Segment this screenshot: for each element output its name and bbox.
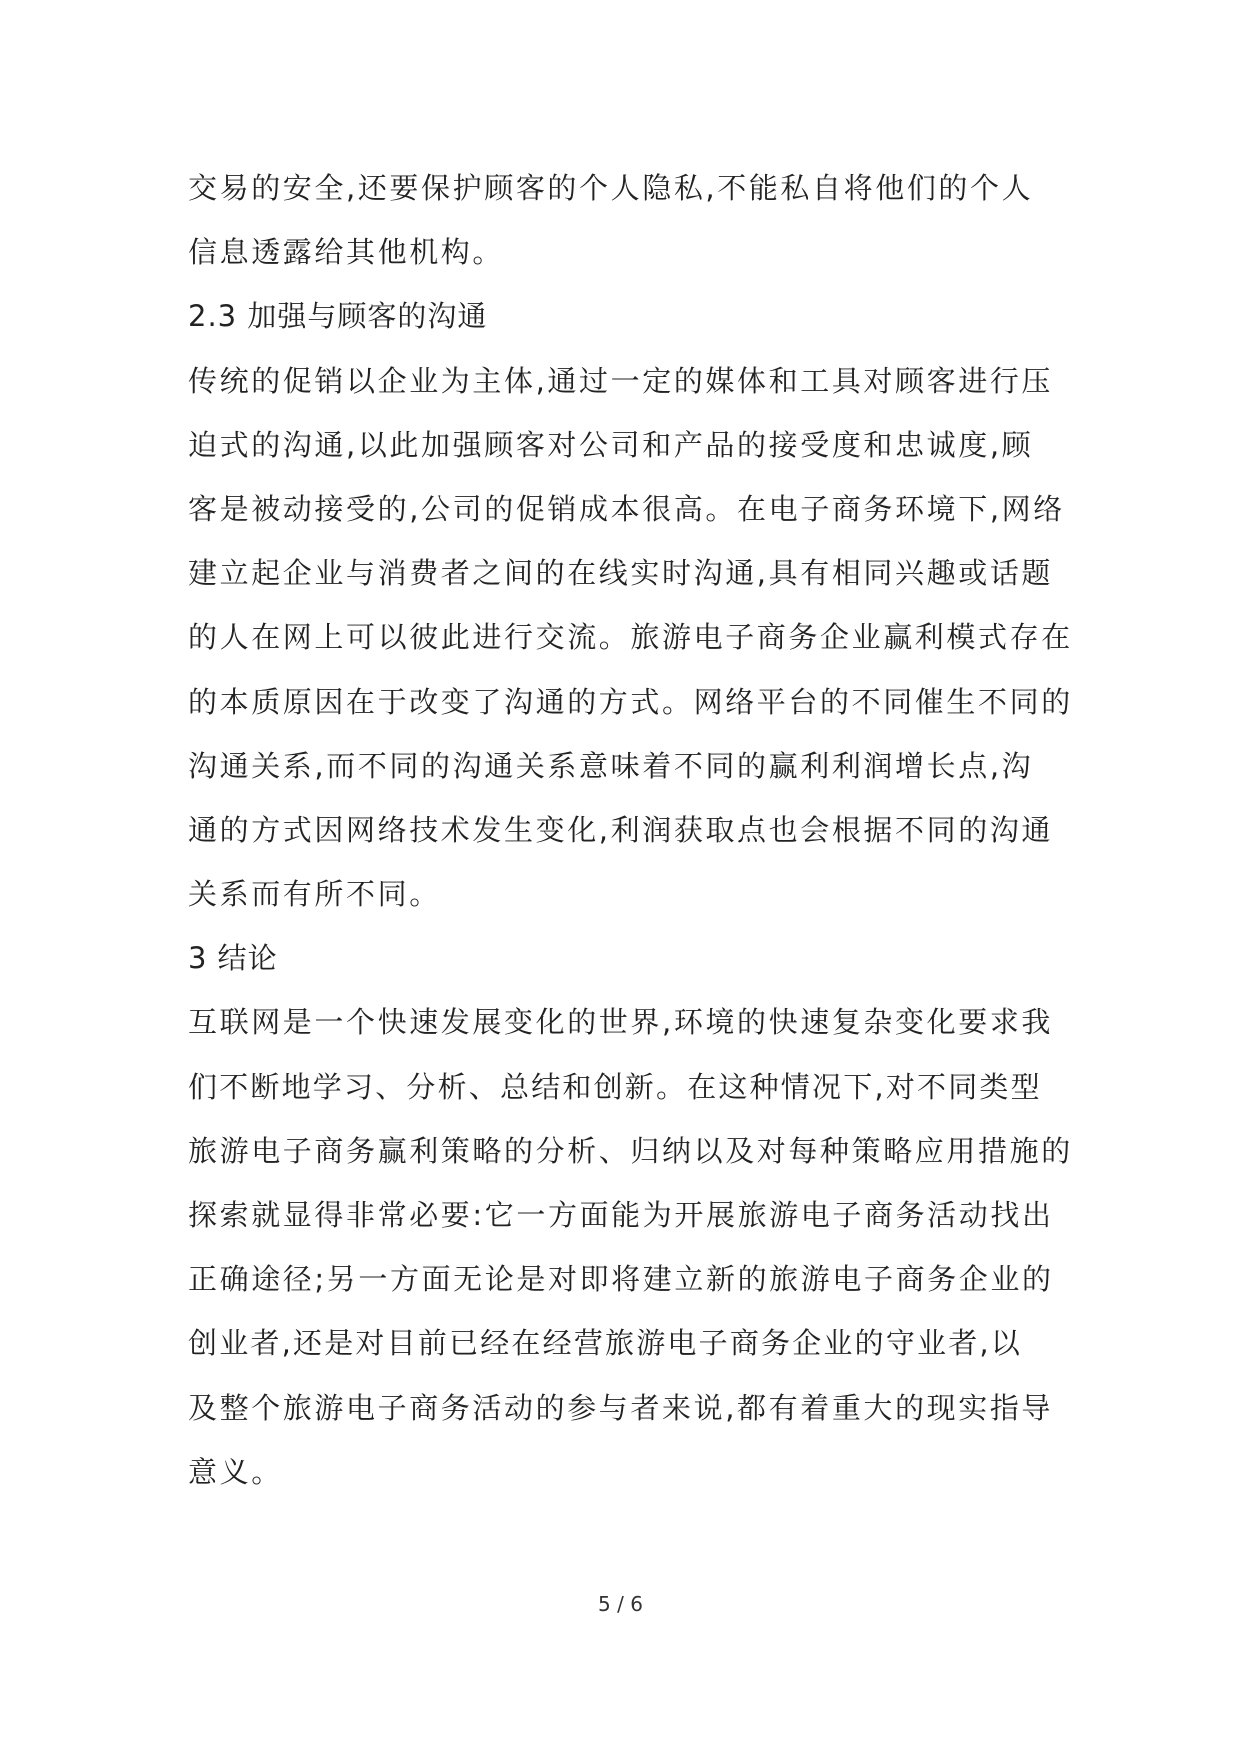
body-text-line: 探索就显得非常必要:它一方面能为开展旅游电子商务活动找出 [188,1198,1054,1232]
body-text-line: 建立起企业与消费者之间的在线实时沟通,具有相同兴趣或话题 [188,556,1054,591]
body-text-line: 关系而有所不同。 [188,877,441,912]
body-text-line: 通的方式因网络技术发生变化,利润获取点也会根据不同的沟通 [188,812,1054,847]
body-text-line: 的人在网上可以彼此进行交流。旅游电子商务企业赢利模式存在 [188,620,1073,655]
body-text-line: 旅游电子商务赢利策略的分析、归纳以及对每种策略应用措施的 [188,1133,1073,1168]
body-text-line: 互联网是一个快速发展变化的世界,环境的快速复杂变化要求我 [188,1005,1054,1040]
page-number: 5 / 6 [598,1592,643,1616]
document-body [188,156,1073,1504]
section-heading-3: 3 结论 [188,941,278,976]
body-text-line: 交易的安全,还要保护顾客的个人隐私,不能私自将他们的个人 [188,171,1034,205]
body-text-line: 创业者,还是对目前已经在经营旅游电子商务企业的守业者,以 [188,1326,1023,1361]
section-heading-2-3: 2.3 加强与顾客的沟通 [188,299,488,334]
body-text-line: 沟通关系,而不同的沟通关系意味着不同的赢利利润增长点,沟 [188,748,1034,783]
body-text-line: 的本质原因在于改变了沟通的方式。网络平台的不同催生不同的 [188,684,1073,719]
body-text-line: 们不断地学习、分析、总结和创新。在这种情况下,对不同类型 [188,1069,1042,1104]
body-text-line: 及整个旅游电子商务活动的参与者来说,都有着重大的现实指导 [188,1390,1054,1425]
body-text-line: 信息透露给其他机构。 [188,235,505,270]
body-text-line: 迫式的沟通,以此加强顾客对公司和产品的接受度和忠诚度,顾 [188,427,1034,462]
body-text-line: 正确途径;另一方面无论是对即将建立新的旅游电子商务企业的 [188,1262,1054,1297]
body-text-line: 意义。 [188,1454,283,1489]
body-text-line: 传统的促销以企业为主体,通过一定的媒体和工具对顾客进行压 [188,363,1054,398]
body-text-line: 客是被动接受的,公司的促销成本很高。在电子商务环境下,网络 [188,491,1065,526]
